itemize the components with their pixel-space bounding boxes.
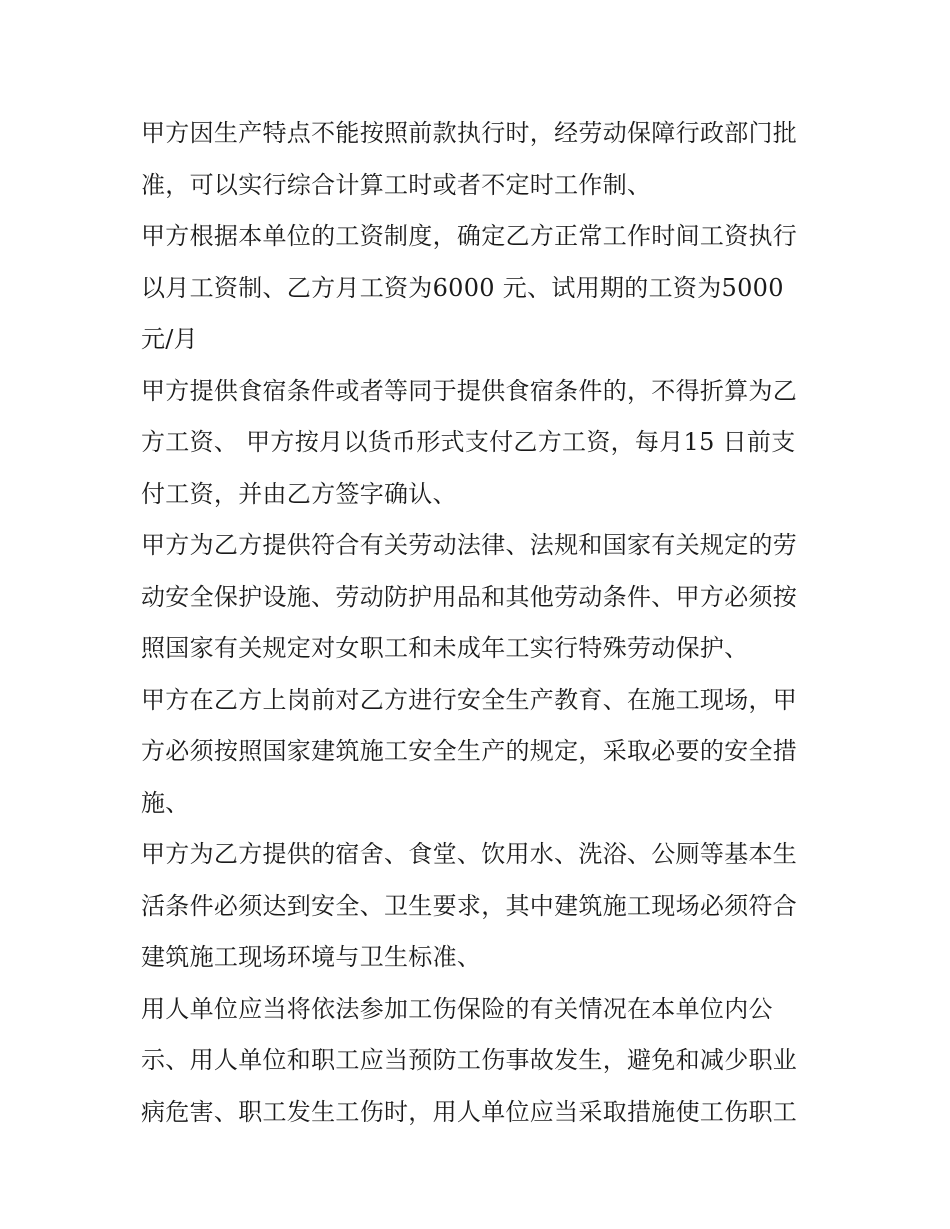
text-line: 病危害、职工发生工伤时，用人单位应当采取措施使工伤职工 <box>141 1097 798 1126</box>
text-line: 甲方为乙方提供符合有关劳动法律、法规和国家有关规定的劳 <box>141 531 798 559</box>
text-line: 元/月 <box>141 325 198 353</box>
text-line: 甲方提供食宿条件或者等同于提供食宿条件的，不得折算为乙 <box>141 376 798 405</box>
text-line: 准，可以实行综合计算工时或者不定时工作制、 <box>141 170 652 199</box>
text-line: 活条件必须达到安全、卫生要求，其中建筑施工现场必须符合 <box>141 891 798 920</box>
text-line: 示、用人单位和职工应当预防工伤事故发生，避免和减少职业 <box>141 1046 798 1074</box>
text-line: 甲方在乙方上岗前对乙方进行安全生产教育、在施工现场，甲 <box>141 685 798 714</box>
text-line: 用人单位应当将依法参加工伤保险的有关情况在本单位内公 <box>141 994 773 1023</box>
text-line: 甲方因生产特点不能按照前款执行时，经劳动保障行政部门批 <box>141 119 798 147</box>
text-line: 甲方根据本单位的工资制度，确定乙方正常工作时间工资执行 <box>141 222 798 250</box>
text-line: 建筑施工现场环境与卫生标准、 <box>141 943 482 971</box>
text-line: 付工资，并由乙方签字确认、 <box>141 479 457 508</box>
text-line: 甲方为乙方提供的宿舍、食堂、饮用水、洗浴、公厕等基本生 <box>141 840 798 868</box>
text-line: 动安全保护设施、劳动防护用品和其他劳动条件、甲方必须按 <box>141 582 798 611</box>
text-line: 方工资、 甲方按月以货币形式支付乙方工资，每月15 日前支 <box>141 428 796 456</box>
text-line: 施、 <box>141 788 190 817</box>
text-line: 照国家有关规定对女职工和未成年工实行特殊劳动保护、 <box>141 634 749 662</box>
document-body <box>141 108 821 1138</box>
text-line: 以月工资制、乙方月工资为6000 元、试用期的工资为5000 <box>141 273 784 302</box>
text-line: 方必须按照国家建筑施工安全生产的规定，采取必要的安全措 <box>141 737 798 765</box>
